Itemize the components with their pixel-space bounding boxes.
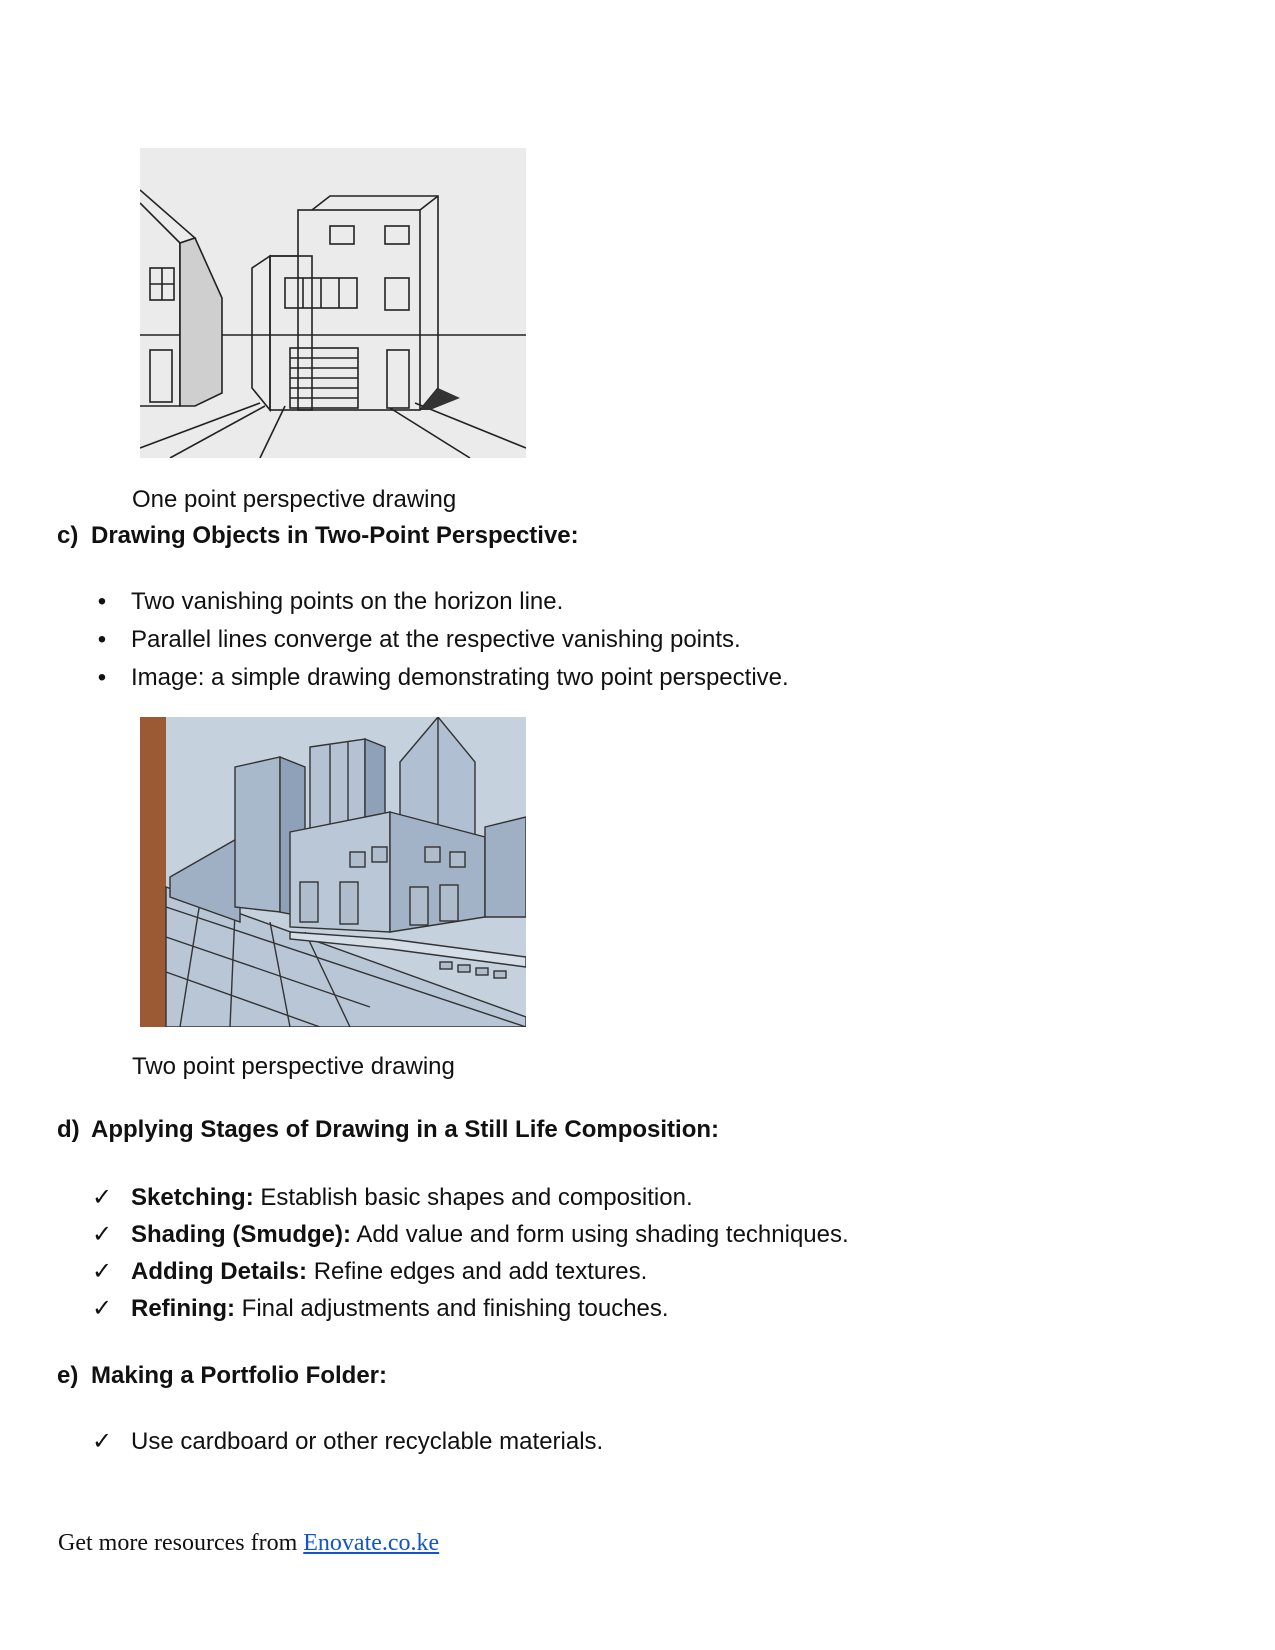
figure-caption-two-point: Two point perspective drawing xyxy=(132,1053,455,1080)
section-c-heading xyxy=(57,522,579,550)
bullet-icon: • xyxy=(97,664,107,691)
checkmark-icon: ✓ xyxy=(92,1428,113,1455)
section-e-marker: e) xyxy=(57,1362,79,1389)
enovate-link[interactable]: Enovate.co.ke xyxy=(303,1530,440,1556)
one-point-perspective-image xyxy=(140,148,526,458)
bullet-icon: • xyxy=(97,626,107,653)
section-d-heading xyxy=(57,1116,719,1144)
figure-caption-one-point: One point perspective drawing xyxy=(132,486,457,513)
checkmark-icon: ✓ xyxy=(92,1258,113,1285)
footer-prefix: Get more resources from xyxy=(58,1530,304,1556)
footer xyxy=(58,1530,439,1557)
section-e-heading xyxy=(57,1362,387,1390)
bullet-icon: • xyxy=(97,588,107,615)
section-c-title: Drawing Objects in Two-Point Perspective: xyxy=(91,522,579,549)
section-e-title: Making a Portfolio Folder: xyxy=(91,1362,388,1389)
checkmark-icon: ✓ xyxy=(92,1295,113,1322)
section-d-marker: d) xyxy=(57,1116,80,1143)
two-point-perspective-image xyxy=(140,717,526,1027)
section-d-title: Applying Stages of Drawing in a Still Life Composition: xyxy=(91,1116,720,1143)
two-point-perspective-sketch xyxy=(140,717,526,1027)
checkmark-icon: ✓ xyxy=(92,1184,113,1211)
section-c-marker: c) xyxy=(57,522,79,549)
one-point-perspective-sketch xyxy=(140,148,526,458)
checkmark-icon: ✓ xyxy=(92,1221,113,1248)
document-page: One point perspective drawing c) Drawing Objects in Two-Point Perspective: • Two vanishing points on the horizon line. • Parallel lines converge at the respective vanishing points. • Image: a simple drawing demonstrating two point perspective. Two point perspective drawing d) Applying Stages of Drawing in a Still Life Composition: ✓ Sketching: Establish basic shapes and composition. ✓ Shading (Smudge): Add value and form using shading techniques. ✓ Adding Details: Refine edges and add textures. ✓ Refining: Final adjustments and finishing touches. e) Making a Portfolio Folder: ✓ Use cardboard or other recyclable materials. Get more resources from Enovate.co.ke xyxy=(0,0,1275,1650)
